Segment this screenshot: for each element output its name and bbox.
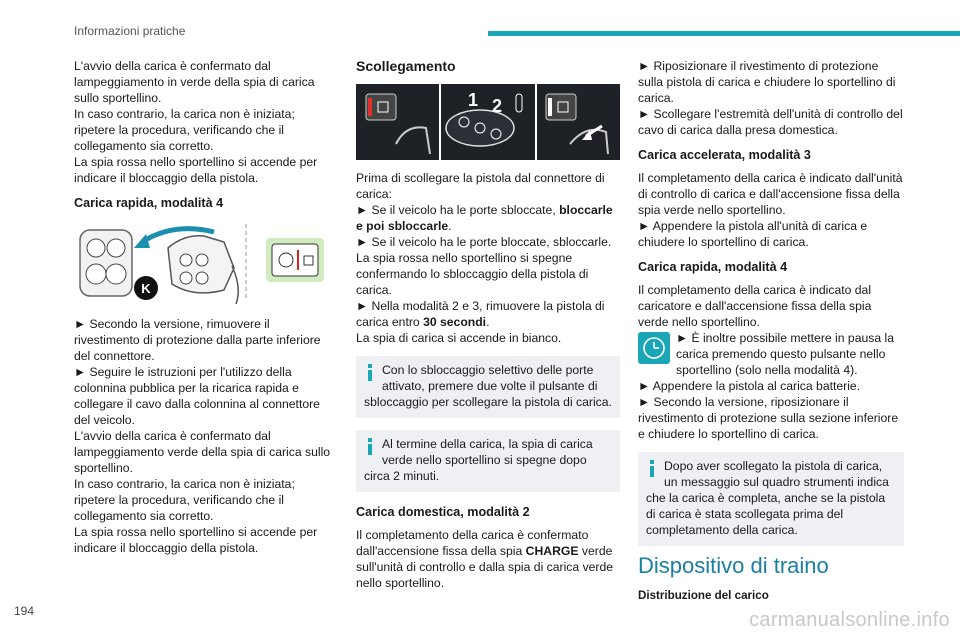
info-note: Dopo aver scollegato la pistola di carica, un messaggio sul quadro strumenti indica che la carica è completa, anche se la pistola di carica è stata scollegata prima del completamento della carica. xyxy=(638,452,904,546)
step-number-1: 1 xyxy=(468,90,479,110)
fast-charge-illustration xyxy=(74,218,332,304)
paragraph: Il completamento della carica è indicato dall'unità di controllo di carica e dall'accensione fissa della spia verde nello sportellino. xyxy=(638,171,903,217)
paragraph: In caso contrario, la carica non è iniziata; ripetere la procedura, verificando che il collegamento sia corretto. xyxy=(74,107,295,153)
column-right xyxy=(638,58,904,604)
info-icon xyxy=(366,438,374,455)
figure-label: K xyxy=(141,281,151,296)
heading-home-charge: Carica domestica, modalità 2 xyxy=(356,505,530,519)
charge-indicator-panel xyxy=(266,238,324,282)
paragraph: L'avvio della carica è confermato dal lampeggiamento in verde della spia di carica sullo sportellino. xyxy=(74,59,315,105)
charging-plug-icon xyxy=(168,236,238,304)
paragraph: L'avvio della carica è confermato dal lampeggiamento verde della spia di carica sullo sportellino. xyxy=(74,429,331,475)
column-left xyxy=(74,58,332,556)
paragraph: La spia di carica si accende in bianco. xyxy=(356,331,562,345)
header-accent-bar xyxy=(488,31,960,36)
paragraph: ► Scollegare l'estremità dell'unità di controllo del cavo di carica dalla presa domestica. xyxy=(638,107,903,137)
info-icon xyxy=(648,460,656,477)
paragraph: ► Se il veicolo ha le porte sbloccate, bloccarle e poi sbloccarle. xyxy=(356,203,613,233)
paragraph: ► Riposizionare il rivestimento di protezione sulla pistola di carica e chiudere lo sportellino di carica. xyxy=(638,59,896,105)
unplug-illustration xyxy=(356,84,620,160)
paragraph: La spia rossa nello sportellino si spegne confermando lo sbloccaggio della pistola di carica. xyxy=(356,251,589,297)
info-icon xyxy=(366,364,374,381)
heading-accelerated-charge: Carica accelerata, modalità 3 xyxy=(638,148,811,162)
paragraph: In caso contrario, la carica non è iniziata; ripetere la procedura, verificando che il collegamento sia corretto. xyxy=(74,477,295,523)
paragraph: ► Secondo la versione, riposizionare il rivestimento di protezione sulla sezione inferiore e chiudere lo sportellino di carica. xyxy=(638,395,899,441)
info-note: Con lo sbloccaggio selettivo delle porte attivato, premere due volte il pulsante di sbloccaggio per scollegare la pistola di carica. xyxy=(356,356,620,418)
page-number: 194 xyxy=(14,604,35,618)
paragraph: Il completamento della carica è confermato dall'accensione fissa della spia CHARGE verde sull'unità di controllo e dalla spia di carica verde nello sportellino. xyxy=(356,528,614,590)
heading-fast-charge: Carica rapida, modalità 4 xyxy=(638,260,788,274)
paragraph: ► Seguire le istruzioni per l'utilizzo della colonnina pubblica per la ricarica rapida e collegare il cavo dalla colonnina al connettore del veicolo. xyxy=(74,365,320,427)
pause-charge-button-icon xyxy=(638,332,670,364)
subheading-load-distribution: Distribuzione del carico xyxy=(638,589,769,602)
heading-fast-charge: Carica rapida, modalità 4 xyxy=(74,196,224,210)
paragraph: ► Se il veicolo ha le porte bloccate, sbloccarle. xyxy=(356,235,612,249)
step-number-2: 2 xyxy=(492,96,503,116)
paragraph: Prima di scollegare la pistola dal connettore di carica: xyxy=(356,171,605,201)
column-middle xyxy=(356,58,620,591)
heading-towing-device: Dispositivo di traino xyxy=(638,553,829,578)
paragraph: ► Nella modalità 2 e 3, rimuovere la pistola di carica entro 30 secondi. xyxy=(356,299,605,329)
watermark: carmanualsonline.info xyxy=(749,609,950,631)
paragraph: La spia rossa nello sportellino si accende per indicare il bloccaggio della pistola. xyxy=(74,525,318,555)
paragraph: ► Appendere la pistola all'unità di carica e chiudere lo sportellino di carica. xyxy=(638,219,868,249)
paragraph: ► Secondo la versione, rimuovere il rivestimento di protezione dalla parte inferiore del connettore. xyxy=(74,317,321,363)
section-title: Informazioni pratiche xyxy=(74,24,186,38)
heading-unplug: Scollegamento xyxy=(356,58,456,74)
info-note: Al termine della carica, la spia di carica verde nello sportellino si spegne dopo circa 2 minuti. xyxy=(356,430,620,492)
charging-socket-icon xyxy=(80,230,132,296)
paragraph: La spia rossa nello sportellino si accende per indicare il bloccaggio della pistola. xyxy=(74,155,318,185)
paragraph: Il completamento della carica è indicato dal caricatore e dall'accensione fissa della spia verde nello sportellino. xyxy=(638,283,872,329)
paragraph: ► Appendere la pistola al carica batterie. xyxy=(638,379,861,393)
paragraph: ► È inoltre possibile mettere in pausa la carica premendo questo pulsante nello sportellino (solo nella modalità 4). xyxy=(638,330,904,378)
